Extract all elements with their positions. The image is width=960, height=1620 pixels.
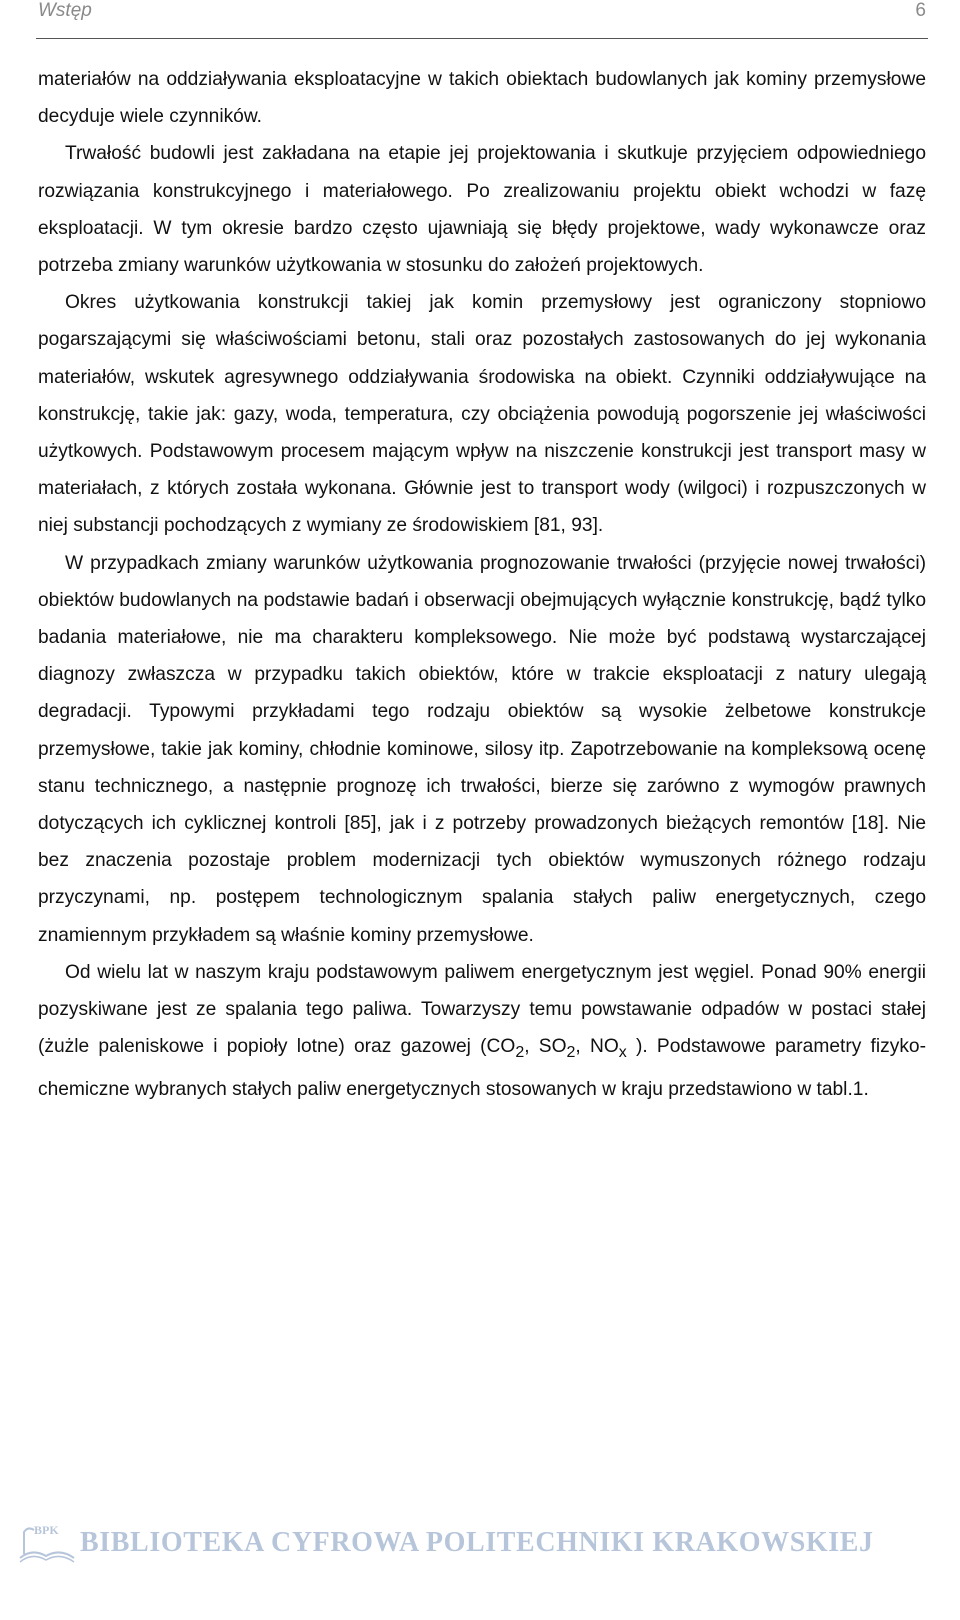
paragraph-durability-design: Trwałość budowli jest zakładana na etapie jej projektowania i skutkuje przyjęciem odpowiedniego rozwiązania konstrukcyjnego i materiałowego. Po zrealizowaniu projektu obiekt wchodzi w fazę eksploatacji. W tym okresie bardzo często ujawniają się błędy projektowe, wady wykonawcze oraz potrzeba zmiany warunków użytkowania w stosunku do założeń projektowych. [38,143,926,277]
paragraph-fuel: Od wielu lat w naszym kraju podstawowym paliwem energetycznym jest węgiel. Ponad 90% energii pozyskiwane jest ze spalania tego paliwa. Towarzyszy temu powstawanie odpadów w postaci stałej (żużle paleniskowe i popioły lotne) oraz gazowej ($CO_2$, $SO_2$, $NO_x$ ). Podstawowe parametry fizyko-chemiczne wybranych stałych paliw energetycznych stosowanych w kraju przedstawiono w tabl.1. [38,961,926,1101]
fuel-text-end: ). Podstawowe parametry fizyko-chemiczne wybranych stałych paliw energetycznych stosowanych w kraju przedstawiono w tabl.1. [38,1036,926,1101]
paragraph-service-life: Okres użytkowania konstrukcji takiej jak komin przemysłowy jest ograniczony stopniowo pogarszającymi się właściwościami betonu, stali oraz pozostałych zastosowanych do jej wykonania materiałów, wskutek agresywnego oddziaływania środowiska na obiekt. Czynniki oddziaływujące na konstrukcję, takie jak: gazy, woda, temperatura, czy obciążenia powodują pogorszenie jej właściwości użytkowych. Podstawowym procesem mającym wpływ na niszczenie konstrukcji jest transport masy w materiałach, z których została wykonana. Głównie jest to transport wody (wilgoci) i rozpuszczonych w niej substancji pochodzących z wymiany ze środowiskiem [81, 93]. [38,292,926,537]
library-logo-icon [16,1518,78,1566]
running-header [36,0,928,39]
paragraph-forecasting: W przypadkach zmiany warunków użytkowania prognozowanie trwałości (przyjęcie nowej trwałości) obiektów budowlanych na podstawie badań i obserwacji obejmujących wyłącznie konstrukcję, bądź tylko badania materiałowe, nie ma charakteru kompleksowego. Nie może być podstawą wystarczającej diagnozy zwłaszcza w przypadku takich obiektów, które w trakcie eksploatacji z natury ulegają degradacji. Typowymi przykładami tego rodzaju obiektów są wysokie żelbetowe konstrukcje przemysłowe, takie jak kominy, chłodnie kominowe, silosy itp. Zapotrzebowanie na kompleksową ocenę stanu technicznego, a następnie prognozę ich trwałości, bierze się zarówno z wymogów prawnych dotyczących ich cyklicznej kontroli [85], jak i z potrzeby prowadzonych bieżących remontów [18]. Nie bez znaczenia pozostaje problem modernizacji tych obiektów wymuszonych różnego rodzaju przyczynami, np. postępem technologicznym spalania stałych paliw energetycznych, czego znamiennym przykładem są właśnie kominy przemysłowe. [38,552,926,946]
fuel-text-start: Od wielu lat w naszym kraju podstawowym paliwem energetycznym jest węgiel. Ponad 90% energii pozyskiwane jest ze spalania tego paliwa. Towarzyszy temu powstawanie odpadów w postaci stałej (żużle paleniskowe i popioły lotne) oraz gazowej ( [38,961,926,1058]
svg-text:BPK: BPK [34,1523,59,1537]
formula-nox: $NO_x$ [589,1036,627,1062]
watermark-text: BIBLIOTEKA CYFROWA POLITECHNIKI KRAKOWSKIEJ [80,1527,874,1558]
body-text [38,61,926,1109]
formula-co2: $CO_2$ [486,1036,525,1062]
library-watermark [16,1518,896,1568]
paragraph-continuation: materiałów na oddziaływania eksploatacyjne w takich obiektach budowlanych jak kominy przemysłowe decyduje wiele czynników. [38,69,926,128]
formula-so2: $SO_2$ [538,1036,576,1062]
header-chapter-title: Wstęp [38,0,92,21]
page-number: 6 [915,0,926,21]
